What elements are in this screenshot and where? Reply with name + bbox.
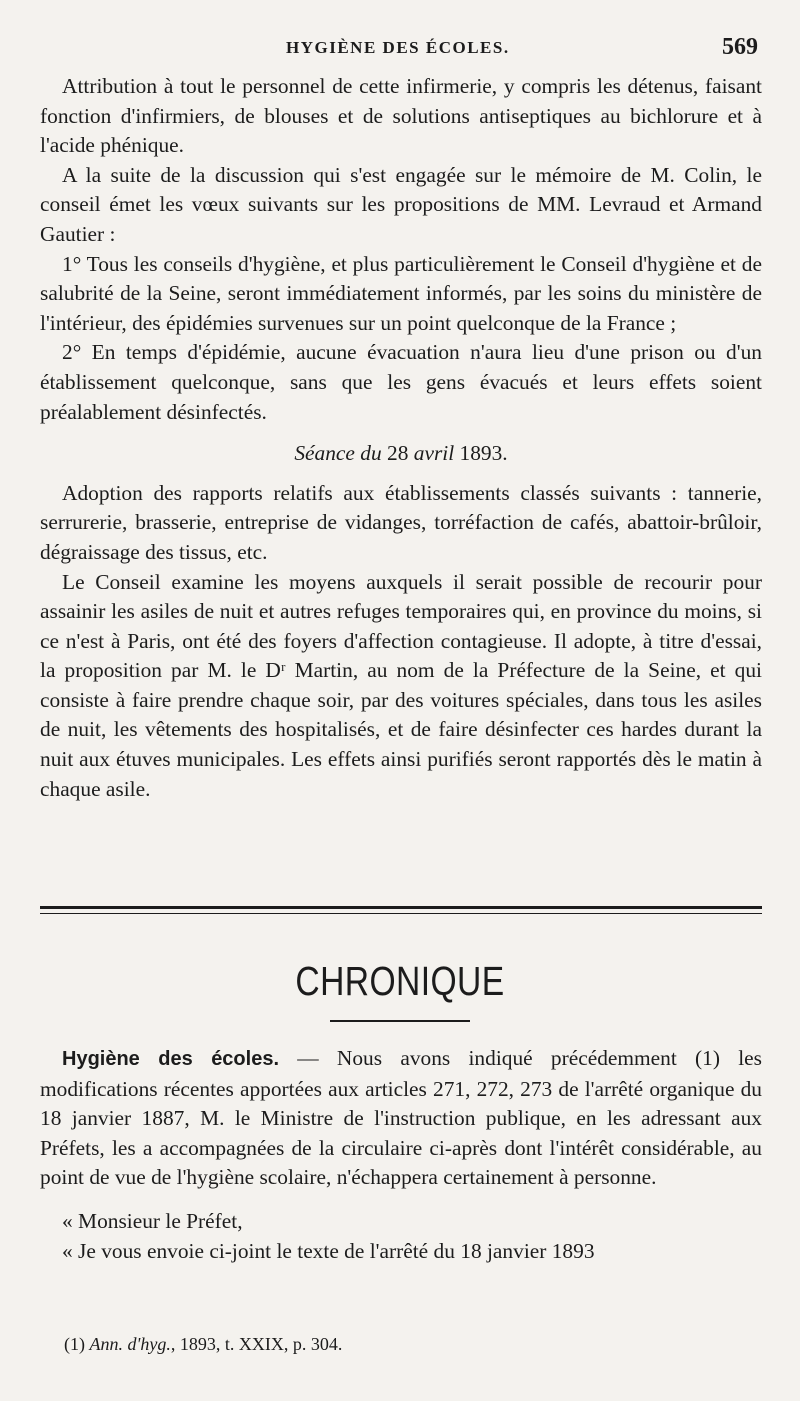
footnote-source: Ann. d'hyg. (89, 1334, 171, 1354)
paragraph-1: Attribution à tout le personnel de cette infirmerie, y compris les détenus, faisant fonction d'infirmiers, de blouses et de solutions antiseptiques au bichlorure et à l'acide phénique. (40, 74, 762, 158)
paragraph-4: 2° En temps d'épidémie, aucune évacuation n'aura lieu d'une prison ou d'un établissement quelconque, sans que les gens évacués et leurs effets soient préalablement désinfectés. (40, 340, 762, 424)
chronique-text (40, 1044, 762, 1266)
session-heading (40, 439, 762, 469)
chronique-paragraph-1 (40, 1044, 762, 1193)
letter-opening: « Je vous envoie ci-joint le texte de l'arrêté du 18 janvier 1893 (62, 1238, 595, 1263)
page-number: 569 (722, 34, 758, 60)
chronique-title: CHRONIQUE (295, 958, 505, 1004)
session-year: 1893. (459, 441, 508, 466)
body-text (40, 72, 762, 804)
session-day: 28 (387, 441, 409, 466)
footnote (64, 1334, 342, 1355)
paragraph-6: Le Conseil examine les moyens auxquels il serait possible de recourir pour assainir les asiles de nuit et autres refuges temporaires qui, en province du moins, si ce n'est à Paris, ont été des foyers d'affection contagieuse. Il adopte, à titre d'essai, la proposition par M. le Dʳ Martin, au nom de la Préfecture de la Seine, et qui consiste à faire prendre chaque soir, par des voitures spéciales, dans tous les asiles de nuit, les vêtements des hospitalisés, et de faire désinfecter ces hardes durant la nuit aux étuves municipales. Les effets ainsi purifiés seront rapportés dès le matin à chaque asile. (40, 569, 762, 801)
title-underline (330, 1020, 470, 1022)
section-divider (40, 906, 762, 914)
page-header (0, 36, 800, 66)
session-month: avril (413, 441, 455, 466)
paragraph-2: A la suite de la discussion qui s'est engagée sur le mémoire de M. Colin, le conseil émet les vœux suivants sur les propositions de MM. Levraud et Armand Gautier : (40, 162, 762, 246)
divider-thin-rule (40, 913, 762, 914)
session-prefix: Séance du (294, 441, 382, 466)
paragraph-5: Adoption des rapports relatifs aux établissements classés suivants : tannerie, serrurerie, brasserie, entreprise de vidanges, torréfaction de cafés, abattoir-brûloir, dégraissage des tissus, etc. (40, 480, 762, 564)
paragraph-3: 1° Tous les conseils d'hygiène, et plus particulièrement le Conseil d'hygiène et de salubrité de la Seine, seront immédiatement informés, par les soins du ministère de l'intérieur, des épidémies survenues sur un point quelconque de la France ; (40, 251, 762, 335)
chronique-lead: Hygiène des écoles. (62, 1048, 280, 1070)
chronique-paragraph-1-text: — Nous avons indiqué précédemment (1) les modifications récentes apportées aux articles 271, 272, 273 de l'arrêté organique du 18 janvier 1887, M. le Ministre de l'instruction publique, en les adressant aux Préfets, les a accompagnées de la circulaire ci-après dont l'intérêt considérable, au point de vue de l'hygiène scolaire, n'échappera certainement à personne. (40, 1046, 763, 1190)
footnote-marker: (1) (64, 1334, 85, 1354)
divider-thick-rule (40, 906, 762, 909)
letter-salutation: « Monsieur le Préfet, (62, 1208, 243, 1233)
footnote-rest: , 1893, t. XXIX, p. 304. (170, 1334, 343, 1354)
running-head: HYGIÈNE DES ÉCOLES. (286, 38, 510, 57)
